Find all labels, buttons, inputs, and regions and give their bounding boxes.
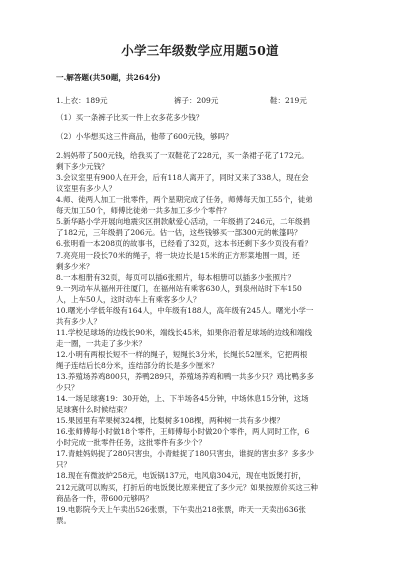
page-title: 小学三年级数学应用题50道 <box>121 43 279 58</box>
question-line: 每天加工50个，师傅比徒弟一共多加工多少个零件？ <box>56 206 231 216</box>
question-line: 7.亮亮用一段长70米的绳子，将一块边长是15米的正方形菜地围一周，还 <box>56 250 300 260</box>
question-line: 10.曙光小学低年级有164人，中年级有188人，高年级有245人。曙光小学一 <box>56 305 314 315</box>
q1-sub-question-2: （2）小华想买这三件商品，他带了600元钱，够吗？ <box>56 132 233 142</box>
question-line: 14.一场足球赛19：30开始，上、下半场各45分钟，中场休息15分钟，这场 <box>56 394 309 404</box>
question-line: 18.现在有微波炉258元，电饭锅137元，电风扇304元，现在电饭煲打折， <box>56 471 306 481</box>
section-heading: 一.解答题(共50题，共264分) <box>56 73 161 82</box>
question-line: 商品各一件，带600元够吗？ <box>56 493 153 503</box>
question-line: 绳子连结后长8分米，连结部分的长是多少厘米？ <box>56 360 219 370</box>
question-line: 12.小明有两根长短不一样的绳子，短绳长3分米，长绳长52厘米，它把两根 <box>56 349 308 359</box>
question-line: 13.养殖场养鸡800只，养鸭289只，养殖场养鸡和鸭一共多少只？鸡比鸭多多 <box>56 372 315 382</box>
q1-prices <box>56 95 352 106</box>
q1-price-pants: 裤子：209元 <box>174 96 219 105</box>
question-lines <box>56 150 352 526</box>
question-list <box>56 95 352 526</box>
question-line: 剩多少米？ <box>56 261 94 271</box>
question-line: 了182元，三年级捐了206元。估一估，这些钱够买一部300元的帐篷吗？ <box>56 228 302 238</box>
question-line: 212元就可以购买，打折后的电饭煲比原来便宜了多少元？如果按原价买这三种 <box>56 482 318 492</box>
question-line: 8.一本相册有32页，每页可以插6张照片，每本相册可以插多少张照片？ <box>56 272 295 282</box>
question-line: 剩下多少元钱？ <box>56 162 109 172</box>
question-line: 2.妈妈带了500元钱，给我买了一双鞋花了228元，买一条裙子花了172元。 <box>56 151 309 161</box>
question-line: 4.师、徒两人加工一批零件，两个星期完成了任务，师傅每天加工55个，徒弟 <box>56 195 313 205</box>
question-line: 共有多少人？ <box>56 316 101 326</box>
question-line: 小时完成一批零件任务，这批零件有多少个？ <box>56 438 206 448</box>
question-line: 票。 <box>56 515 71 525</box>
q1-sub-question-1: （1）买一条裤子比买一件上衣多花多少钱？ <box>56 113 204 122</box>
question-line: 17.青蛙妈妈捉了280只害虫，小青蛙捉了180只害虫，谁捉的害虫多？多多少 <box>56 449 315 459</box>
question-line: 3.会议室里有900人在开会，后有118人离开了，同时又来了338人，现在会 <box>56 173 309 183</box>
question-line: 6.张明看一本208页的故事书，已经看了32页，这本书还剩下多少页没有看？ <box>56 239 313 249</box>
question-line: 19.电影院今天上午卖出526张票，下午卖出218张票，昨天一天卖出636张 <box>56 504 306 514</box>
q1-price-shoes: 鞋：219元 <box>270 96 307 105</box>
question-line: 只？ <box>56 460 71 470</box>
question-line: 15.果园里有苹果树324棵，比梨树多108棵，两种树一共有多少棵？ <box>56 416 285 426</box>
question-line: 少只？ <box>56 383 79 393</box>
question-line: 11.学校足球场的边线长90米，端线长45米，如果你沿着足球场的边线和端线 <box>56 327 313 337</box>
question-line: 9.一列动车从福州开往厦门，在福州站有乘客630人，到泉州站时下车150 <box>56 283 302 293</box>
question-line: 议室里有多少人？ <box>56 184 116 194</box>
question-line: 足球赛什么时候结束？ <box>56 405 131 415</box>
question-line: 16.张师傅每小时做18个零件，王师傅每小时做20个零件，两人同时工作，6 <box>56 427 310 437</box>
question-line: 走一圈，一共走了多少米？ <box>56 338 146 348</box>
question-line: 人，上车50人，这时动车上有乘客多少人？ <box>56 294 201 304</box>
question-line: 5.新华路小学开展向地震灾区捐款献爱心活动，一年级捐了246元，二年级捐 <box>56 217 310 227</box>
q1-price-shirt: 1.上衣：189元 <box>56 96 108 105</box>
